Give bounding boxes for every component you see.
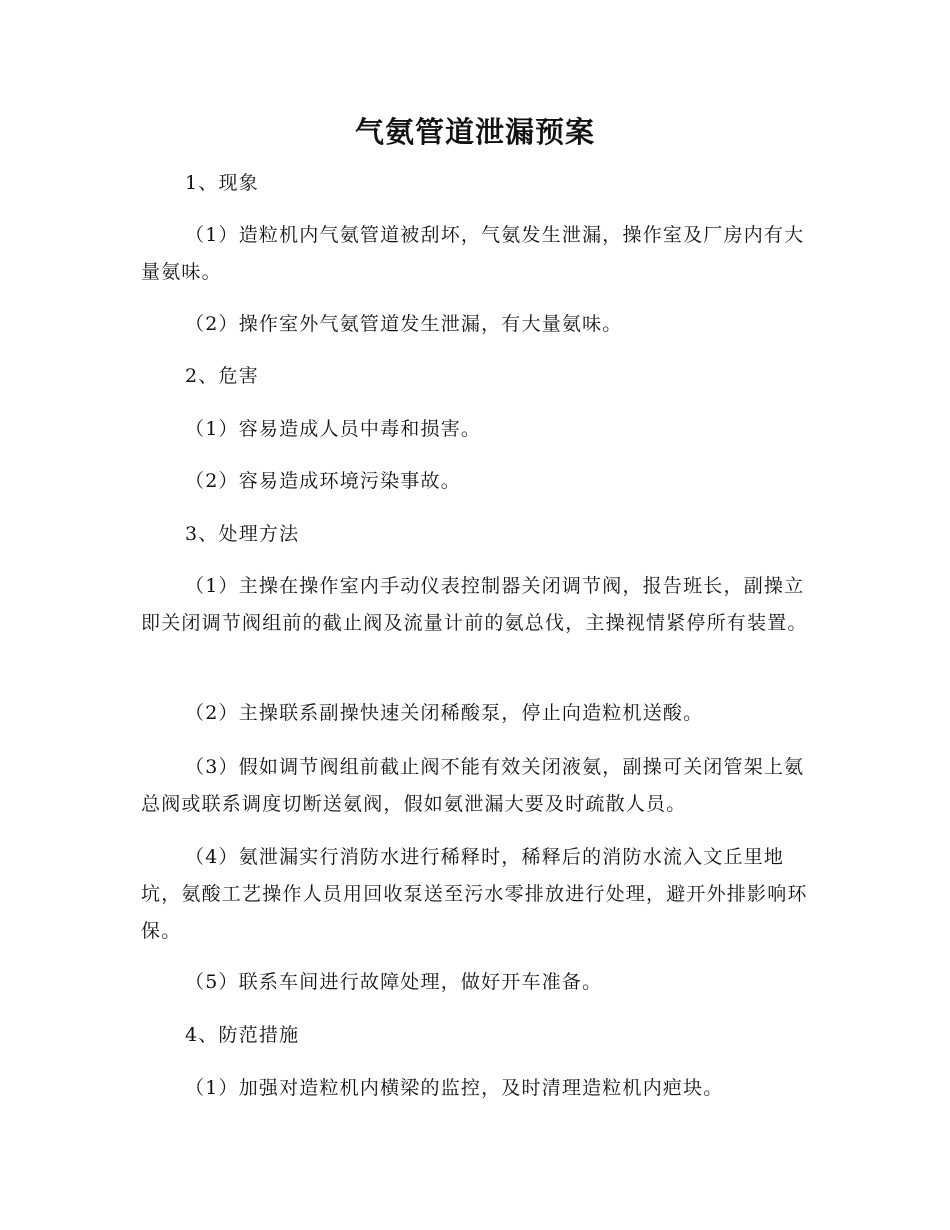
document-title: 气氨管道泄漏预案 bbox=[354, 115, 595, 149]
paragraph: （1）造粒机内气氨管道被刮坏，气氨发生泄漏，操作室及厂房内有大量氨味。 bbox=[141, 224, 805, 283]
paragraph: （1）容易造成人员中毒和损害。 bbox=[185, 418, 482, 440]
paragraph: （2）容易造成环境污染事故。 bbox=[185, 470, 461, 492]
paragraph: （1）加强对造粒机内横梁的监控，及时清理造粒机内疤块。 bbox=[185, 1077, 724, 1099]
section-heading-hazard: 2、危害 bbox=[185, 365, 259, 387]
paragraph: （3）假如调节阀组前截止阀不能有效关闭液氨，副操可关闭管架上氨总阀或联系调度切断送氨阀，假如氨泄漏大要及时疏散人员。 bbox=[141, 756, 805, 815]
section-heading-handling: 3、处理方法 bbox=[185, 523, 300, 545]
paragraph: （5）联系车间进行故障处理，做好开车准备。 bbox=[185, 971, 603, 993]
section-heading-prevention: 4、防范措施 bbox=[185, 1024, 300, 1046]
paragraph: （1）主操在操作室内手动仪表控制器关闭调节阀，报告班长，副操立即关闭调节阀组前的截止阀及流量计前的氨总伐，主操视情紧停所有装置。 bbox=[141, 575, 808, 634]
paragraph: （2）操作室外气氨管道发生泄漏，有大量氨味。 bbox=[185, 313, 623, 335]
paragraph: （4）氨泄漏实行消防水进行稀释时，稀释后的消防水流入文丘里地坑，氨酸工艺操作人员用回收泵送至污水零排放进行处理，避开外排影响环保。 bbox=[141, 846, 808, 942]
paragraph: （2）主操联系副操快速关闭稀酸泵，停止向造粒机送酸。 bbox=[185, 702, 704, 724]
section-heading-phenomenon: 1、现象 bbox=[185, 172, 259, 194]
